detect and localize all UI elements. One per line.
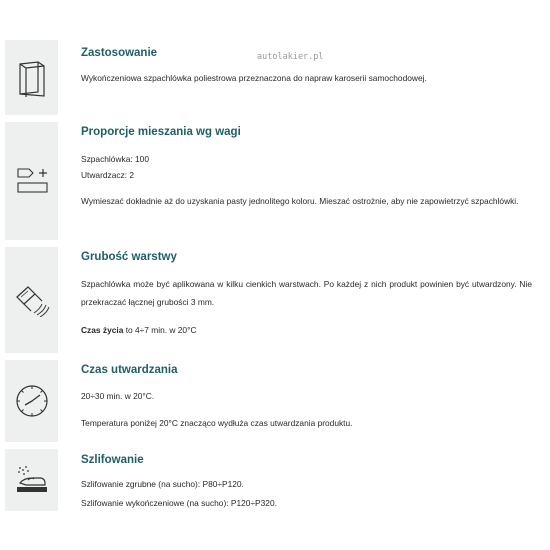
section-title: Szlifowanie	[81, 454, 144, 466]
section-title: Grubość warstwy	[81, 251, 177, 263]
pot-life-line	[81, 323, 532, 337]
mixing-ratio-icon	[14, 166, 50, 196]
paragraph: Szpachlówka może być aplikowana w kilku cienkich warstwach. Po każdej z nich produkt powinien być utwardzony. Nie przekraczać łącznej grubości 3 mm.	[81, 279, 532, 307]
pot-life-label: Czas życia	[81, 325, 124, 335]
ratio-line: Utwardzacz: 2	[81, 170, 135, 180]
section-title: Czas utwardzania	[81, 364, 178, 376]
section-proporcje	[0, 122, 550, 240]
icon-panel	[5, 40, 58, 115]
icon-panel	[5, 360, 58, 442]
section-content	[81, 247, 532, 337]
curing-time-line: 20÷30 min. w 20°C.	[81, 391, 155, 401]
icon-panel	[5, 247, 58, 353]
sanding-line: Szlifowanie wykończeniowe (na sucho): P120÷P320.	[81, 498, 277, 508]
pot-life-value: to 4÷7 min. w 20°C	[125, 325, 197, 335]
watermark: autolakier.pl	[257, 52, 324, 62]
spreader-icon	[14, 283, 50, 317]
sanding-line: Szlifowanie zgrubne (na sucho): P80÷P120.	[81, 479, 244, 489]
section-szlifowanie	[0, 449, 550, 511]
sanding-icon	[14, 465, 50, 495]
ratio-line: Szpachlówka: 100	[81, 154, 149, 164]
section-content	[81, 449, 532, 510]
paragraph: Temperatura poniżej 20°C znacząco wydłuża czas utwardzania produktu.	[81, 418, 353, 428]
section-title: Proporcje mieszania wg wagi	[81, 126, 241, 138]
section-zastosowanie	[0, 40, 550, 115]
icon-panel	[5, 449, 58, 511]
icon-panel	[5, 122, 58, 240]
section-grubosc	[0, 247, 550, 353]
section-title: Zastosowanie	[81, 47, 158, 59]
section-czas-utwardzania	[0, 360, 550, 442]
paragraph: Wykończeniowa szpachlówka poliestrowa przeznaczona do napraw karoserii samochodowej.	[81, 73, 427, 83]
section-content	[81, 360, 532, 430]
book-icon	[16, 58, 48, 98]
section-content	[81, 122, 532, 211]
paragraph: Wymieszać dokładnie aż do uzyskania pasty jednolitego koloru. Mieszać ostrożnie, aby nie zapowietrzyć szpachlówki.	[81, 196, 519, 206]
section-content	[81, 40, 532, 85]
clock-icon	[14, 383, 50, 419]
